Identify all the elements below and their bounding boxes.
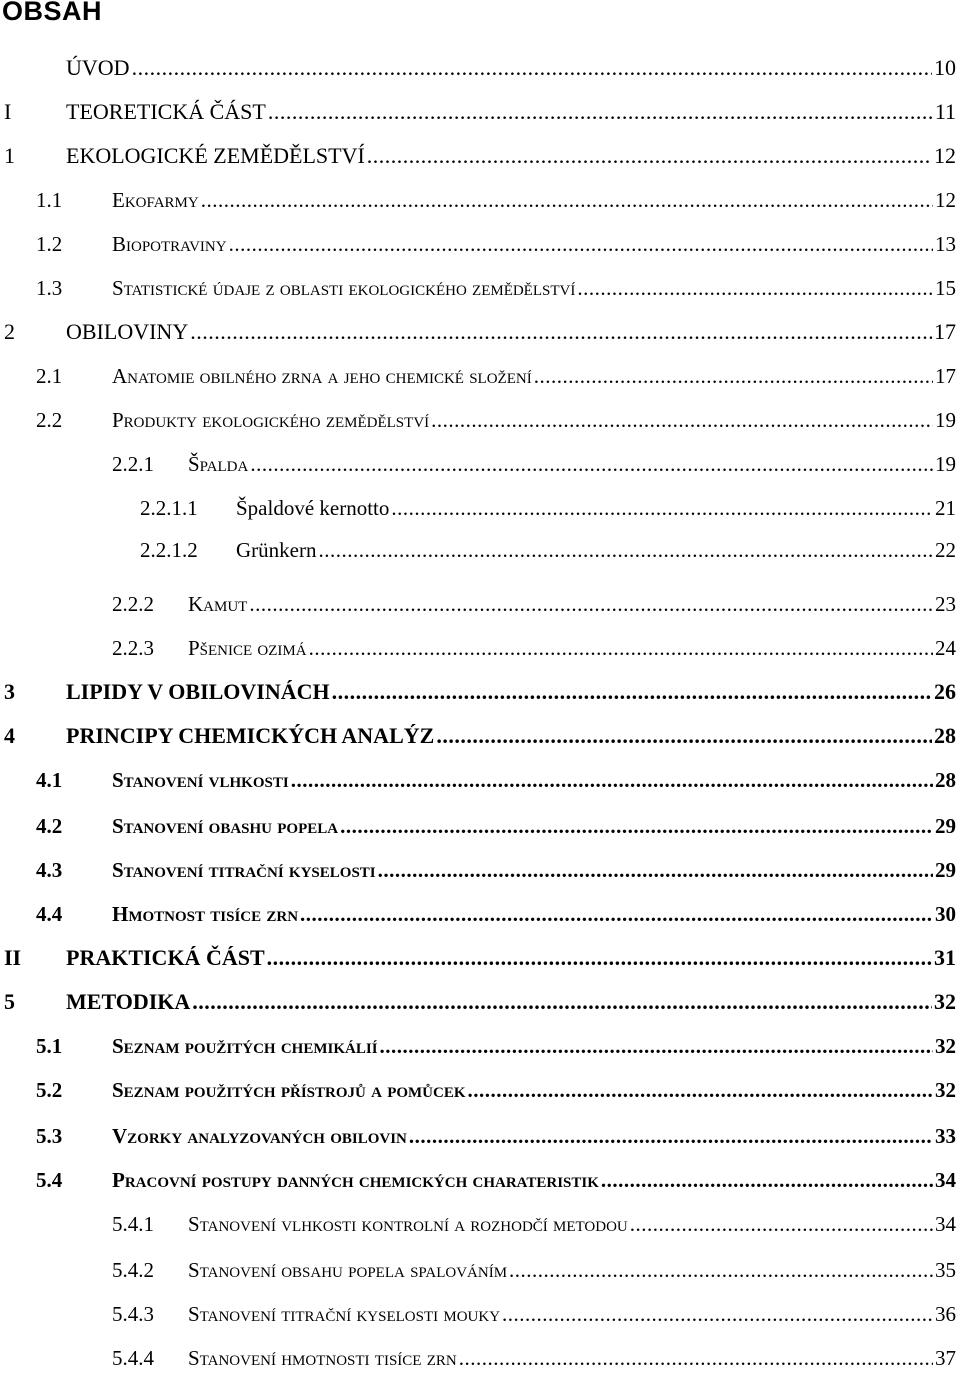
toc-entry-number: 5.4.3 bbox=[112, 1302, 154, 1326]
toc-entry-number: 2.2.2 bbox=[112, 592, 154, 616]
toc-entry-page: 17 bbox=[935, 364, 956, 388]
toc-entry-page: 35 bbox=[935, 1258, 956, 1282]
toc-entry-number: 2.2.1.1 bbox=[140, 496, 198, 520]
toc-entry[interactable] bbox=[4, 676, 956, 708]
toc-entry[interactable] bbox=[112, 1342, 956, 1374]
toc-entry-number: 5.4 bbox=[36, 1168, 63, 1192]
toc-leader-dots bbox=[291, 764, 933, 796]
toc-entry[interactable] bbox=[36, 854, 956, 886]
toc-entry-title: Pracovní postupy danných chemických charateristik bbox=[112, 1168, 599, 1192]
toc-entry-page: 29 bbox=[935, 814, 956, 838]
toc-entry[interactable] bbox=[36, 1164, 956, 1196]
toc-entry-title: Stanovení hmotnosti tisíce zrn bbox=[188, 1346, 457, 1370]
toc-entry-page: 19 bbox=[935, 452, 956, 476]
toc-entry-title: Biopotraviny bbox=[112, 232, 227, 256]
toc-leader-dots bbox=[577, 272, 933, 304]
toc-entry-number: 5.4.2 bbox=[112, 1258, 154, 1282]
toc-entry-number: 1 bbox=[4, 143, 15, 168]
toc-leader-dots bbox=[367, 140, 932, 172]
toc-leader-dots bbox=[468, 1074, 933, 1106]
toc-entry-title: EKOLOGICKÉ ZEMĚDĚLSTVÍ bbox=[66, 143, 365, 168]
toc-entry-page: 33 bbox=[935, 1124, 956, 1148]
toc-entry[interactable] bbox=[36, 764, 956, 796]
toc-entry[interactable] bbox=[36, 898, 956, 930]
toc-entry[interactable] bbox=[36, 272, 956, 304]
toc-entry-number: 2.2.3 bbox=[112, 636, 154, 660]
toc-entry[interactable] bbox=[112, 588, 956, 620]
toc-entry-number: 5.4.4 bbox=[112, 1346, 154, 1370]
toc-leader-dots bbox=[340, 810, 933, 842]
toc-entry-number: 2.1 bbox=[36, 364, 63, 388]
toc-entry[interactable] bbox=[112, 1208, 956, 1240]
toc-entry-page: 13 bbox=[935, 232, 956, 256]
toc-entry[interactable] bbox=[140, 492, 956, 524]
toc-entry-title: Stanovení titrační kyselosti mouky bbox=[188, 1302, 501, 1326]
toc-entry-number: II bbox=[4, 945, 22, 970]
toc-entry-number: 2.2.1 bbox=[112, 452, 154, 476]
toc-entry[interactable] bbox=[36, 1074, 956, 1106]
toc-leader-dots bbox=[318, 534, 933, 566]
toc-entry-title: OBILOVINY bbox=[66, 319, 189, 344]
toc-entry-page: 22 bbox=[935, 538, 956, 562]
toc-entry-title: Stanovení vlhkosti bbox=[112, 768, 289, 792]
toc-entry-title: Stanovení obashu popela bbox=[112, 814, 339, 838]
toc-entry-page: 26 bbox=[934, 679, 956, 704]
toc-entry-page: 36 bbox=[935, 1302, 956, 1326]
toc-entry-page: 37 bbox=[935, 1346, 956, 1370]
toc-leader-dots bbox=[229, 228, 933, 260]
toc-entry-number: 4.4 bbox=[36, 902, 63, 926]
toc-entry-page: 15 bbox=[935, 276, 956, 300]
toc-leader-dots bbox=[249, 588, 933, 620]
toc-entry-number: 2 bbox=[4, 319, 15, 344]
toc-entry-title: Vzorky analyzovaných obilovin bbox=[112, 1124, 407, 1148]
toc-entry-number: 1.3 bbox=[36, 276, 63, 300]
toc-entry-number: 1.1 bbox=[36, 188, 63, 212]
toc-entry-page: 28 bbox=[934, 723, 956, 748]
toc-entry-page: 32 bbox=[935, 1034, 956, 1058]
toc-entry-page: 24 bbox=[935, 636, 956, 660]
toc-leader-dots bbox=[534, 360, 933, 392]
toc-leader-dots bbox=[132, 52, 932, 84]
toc-entry-page: 32 bbox=[935, 1078, 956, 1102]
toc-entry-title: METODIKA bbox=[66, 989, 191, 1014]
toc-leader-dots bbox=[630, 1208, 933, 1240]
toc-entry-number: 2.2 bbox=[36, 408, 63, 432]
toc-entry-page: 30 bbox=[935, 902, 956, 926]
toc-entry-page: 31 bbox=[934, 945, 956, 970]
toc-entry[interactable] bbox=[4, 140, 956, 172]
toc-entry[interactable] bbox=[4, 720, 956, 752]
toc-leader-dots bbox=[268, 96, 933, 128]
toc-entry-title: Špalda bbox=[188, 452, 249, 476]
toc-entry[interactable] bbox=[36, 184, 956, 216]
toc-leader-dots bbox=[378, 854, 933, 886]
toc-entry-number: I bbox=[4, 99, 12, 124]
toc-leader-dots bbox=[502, 1298, 933, 1330]
toc-entry-title: Seznam použitých chemikálií bbox=[112, 1034, 378, 1058]
toc-entry-title: TEORETICKÁ ČÁST bbox=[66, 99, 266, 124]
toc-entry-number: 5.4.1 bbox=[112, 1212, 154, 1236]
toc-entry-page: 34 bbox=[935, 1212, 956, 1236]
toc-entry-number: 2.2.1.2 bbox=[140, 538, 198, 562]
toc-entry-number: 4.2 bbox=[36, 814, 63, 838]
toc-entry-number: 3 bbox=[4, 679, 15, 704]
toc-leader-dots bbox=[509, 1254, 933, 1286]
toc-entry-title: Anatomie obilného zrna a jeho chemické složení bbox=[112, 364, 532, 388]
toc-entry-title: Hmotnost tisíce zrn bbox=[112, 902, 299, 926]
toc-leader-dots bbox=[459, 1342, 933, 1374]
toc-leader-dots bbox=[332, 676, 932, 708]
toc-entry[interactable] bbox=[36, 228, 956, 260]
toc-entry-page: 28 bbox=[935, 768, 956, 792]
page-title: OBSAH bbox=[2, 0, 103, 26]
toc-leader-dots bbox=[267, 942, 932, 974]
toc-entry-page: 17 bbox=[934, 319, 956, 344]
toc-leader-dots bbox=[309, 632, 933, 664]
toc-leader-dots bbox=[436, 720, 932, 752]
toc-leader-dots bbox=[192, 986, 932, 1018]
toc-entry-title: LIPIDY V OBILOVINÁCH bbox=[66, 679, 330, 704]
toc-leader-dots bbox=[201, 184, 933, 216]
toc-entry[interactable] bbox=[36, 1120, 956, 1152]
toc-entry[interactable] bbox=[36, 360, 956, 392]
toc-leader-dots bbox=[391, 492, 933, 524]
toc-entry[interactable] bbox=[112, 1298, 956, 1330]
toc-entry-number: 5.2 bbox=[36, 1078, 63, 1102]
toc-entry-page: 12 bbox=[934, 143, 956, 168]
toc-entry[interactable] bbox=[112, 632, 956, 664]
toc-leader-dots bbox=[409, 1120, 933, 1152]
toc-entry-page: 23 bbox=[935, 592, 956, 616]
toc-entry-number: 4.1 bbox=[36, 768, 63, 792]
toc-entry-title: Kamut bbox=[188, 592, 248, 616]
toc-leader-dots bbox=[250, 448, 933, 480]
toc-entry[interactable] bbox=[36, 810, 956, 842]
toc-entry-number: 4.3 bbox=[36, 858, 63, 882]
toc-entry-page: 11 bbox=[934, 99, 956, 124]
toc-entry-title: Seznam použitých přístrojů a pomůcek bbox=[112, 1078, 466, 1102]
toc-entry-number: 1.2 bbox=[36, 232, 63, 256]
toc-entry[interactable] bbox=[4, 316, 956, 348]
toc-leader-dots bbox=[300, 898, 933, 930]
toc-entry-page: 19 bbox=[935, 408, 956, 432]
toc-leader-dots bbox=[380, 1030, 933, 1062]
toc-entry[interactable] bbox=[4, 942, 956, 974]
toc-entry-page: 10 bbox=[934, 55, 956, 80]
toc-leader-dots bbox=[601, 1164, 933, 1196]
toc-entry-title: ÚVOD bbox=[66, 55, 130, 80]
toc-entry-page: 21 bbox=[935, 496, 956, 520]
toc-entry-page: 12 bbox=[935, 188, 956, 212]
toc-entry[interactable] bbox=[4, 52, 956, 84]
toc-entry-number: 5.3 bbox=[36, 1124, 63, 1148]
toc-entry-title: PRINCIPY CHEMICKÝCH ANALÝZ bbox=[66, 723, 435, 748]
toc-entry[interactable] bbox=[112, 448, 956, 480]
toc-entry-title: Stanovení titrační kyselosti bbox=[112, 858, 376, 882]
toc-leader-dots bbox=[431, 404, 933, 436]
toc-entry[interactable] bbox=[140, 534, 956, 566]
toc-entry-title: Ekofarmy bbox=[112, 188, 199, 212]
toc-entry[interactable] bbox=[4, 96, 956, 128]
toc-entry-title: Produkty ekologického zemědělství bbox=[112, 408, 430, 432]
toc-entry-title: Stanovení obsahu popela spalováním bbox=[188, 1258, 508, 1282]
toc-entry-title: Grünkern bbox=[236, 538, 317, 562]
toc-entry-title: Statistické údaje z oblasti ekologického zemědělství bbox=[112, 276, 576, 300]
toc-entry-title: Stanovení vlhkosti kontrolní a rozhodčí metodou bbox=[188, 1212, 628, 1236]
toc-leader-dots bbox=[190, 316, 932, 348]
toc-entry-number: 4 bbox=[4, 723, 15, 748]
toc-entry-title: Pšenice ozimá bbox=[188, 636, 307, 660]
toc-entry[interactable] bbox=[4, 986, 956, 1018]
toc-entry-page: 34 bbox=[935, 1168, 956, 1192]
toc-entry-number: 5.1 bbox=[36, 1034, 63, 1058]
toc-entry-page: 29 bbox=[935, 858, 956, 882]
toc-entry[interactable] bbox=[112, 1254, 956, 1286]
toc-entry-page: 32 bbox=[934, 989, 956, 1014]
toc-entry[interactable] bbox=[36, 1030, 956, 1062]
toc-entry-number: 5 bbox=[4, 989, 15, 1014]
toc-entry[interactable] bbox=[36, 404, 956, 436]
toc-entry-title: Špaldové kernotto bbox=[236, 496, 390, 520]
toc-entry-title: PRAKTICKÁ ČÁST bbox=[66, 945, 265, 970]
